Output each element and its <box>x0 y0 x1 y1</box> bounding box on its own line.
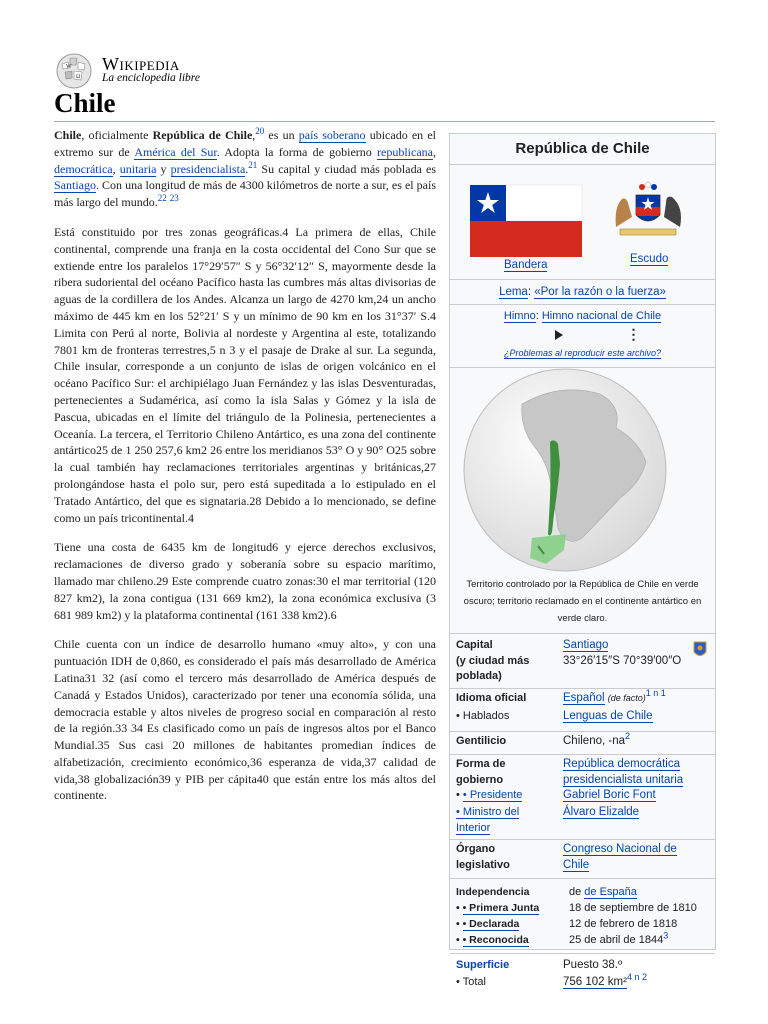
text: y <box>156 161 171 176</box>
link-santiago[interactable]: Santiago <box>54 178 96 193</box>
text: es un <box>264 128 299 142</box>
logo-tagline: La enciclopedia libre <box>102 72 200 84</box>
coat-of-arms-image[interactable] <box>606 177 690 241</box>
audio-help-text[interactable]: ¿Problemas al reproducir este archivo? <box>503 348 662 358</box>
motto-link[interactable]: Lema <box>499 286 528 298</box>
independence-value: de de España <box>569 886 637 898</box>
text: , <box>252 128 256 142</box>
article-paragraph-development: Chile cuenta con un índice de desarrollo humano «muy alto», y con una puntuación IDH de 0,860, es considerado el país más desarrollado de América Latina31 32 (así como el tercero más desarrollado de América después de Canadá y Estados Unidos), caracterizado por tener una economía sólida, una democracia estable y altos niveles de progreso social en comparación al resto de la región.33 34 Es clasificado como un país de ingresos altos por el Banco Mundial.35 Sus casi 20 millones de habitantes promedian índices de alfabetización, crecimiento económico,36 esperanza de vida,37 calidad de vida,38 globalización39 y PIB per cápita40 que están entre los más altos del continente. <box>54 637 436 803</box>
legislature-row <box>450 840 715 879</box>
link-unitaria[interactable]: unitaria <box>119 161 157 176</box>
play-icon[interactable] <box>555 330 563 340</box>
page-title: Chile <box>54 88 116 118</box>
article-paragraph-intro <box>54 127 436 211</box>
independence-row <box>450 879 715 954</box>
text: . Adopta la forma de gobierno <box>216 144 378 159</box>
area-total-value <box>563 972 647 991</box>
infobox-symbols <box>450 165 715 280</box>
article-paragraph-geography: Está constituido por tres zonas geográficas.4 La primera de ellas, Chile continental, comprende una franja en la costa occidental del Cono Sur que se extiende entre los paralelos 17°29′57″ S y 56°32′12″ S, mayormente desde la ribera sudoriental del océano Pacífico hasta las cumbres más altas divisorias de aguas de la cordillera de los Andes. Alcanza un largo de 4270 km,24 un ancho máximo de 445 km en los 52°21′ S y un mínimo de 90 km en los 31°37′ S.4 Limita con Perú al norte, Bolivia al nordeste y Argentina al este, totalizando 7801 km de fronteras terrestres,5 n 3 y el pasaje de Drake al sur. La segunda, Chile insular, corresponde a un conjunto de islas de origen volcánico en el océano Pacífico Sur: el archipiélago Juan Fernández y las islas Desventuradas, pertenecientes a Sudamérica, así como la isla Salas y Gómez y la isla de Pascua, ubicadas en el límite del triángulo de la Polinesia, pertenecientes a Oceanía. La tercera, el Territorio Chileno Antártico, es una zona del continente antártico25 de 1 250 257,6 km2 26 entre los meridianos 53° O y 90° O25 sobre la cual también hay reclamaciones territoriales argentinas y británicas,27 prolongándose hasta el polo sur, pero está supeditada a lo estipulado en el Tratado Antártico, del que es signataria.28 Debido a lo mencionado, se define como un país tricontinental.4 <box>54 224 436 525</box>
minister-link-2[interactable]: Interior <box>456 821 491 834</box>
motto-row <box>450 280 715 305</box>
audio-help-link[interactable] <box>450 348 715 358</box>
government-row <box>450 755 715 840</box>
location-map[interactable] <box>450 368 715 576</box>
anthem-row <box>450 305 715 368</box>
legislature-label <box>456 842 510 873</box>
reference-link[interactable]: 21 <box>248 159 258 170</box>
minister-label <box>456 805 519 836</box>
official-name: República de Chile <box>152 128 253 142</box>
language-value <box>563 688 666 707</box>
recognized-date <box>569 930 669 949</box>
government-label-2[interactable]: gobierno <box>456 773 504 786</box>
link-america-del-sur[interactable]: América del Sur <box>134 144 217 159</box>
title-divider <box>54 121 715 122</box>
motto-separator: : <box>527 286 535 298</box>
minister-link-1[interactable]: • Ministro del <box>456 806 520 818</box>
government-link-2[interactable]: presidencialista unitaria <box>563 773 684 786</box>
president-value <box>563 788 656 804</box>
government-label <box>456 757 506 788</box>
infobox <box>449 133 716 988</box>
capital-row <box>450 634 715 689</box>
reference-link[interactable]: 20 <box>255 126 265 136</box>
area-row <box>450 954 715 998</box>
area-rank: Puesto 38.º <box>563 959 623 971</box>
reference-link[interactable]: 3 <box>663 930 669 941</box>
capital-link[interactable]: Santiago <box>563 639 609 651</box>
spain-link[interactable]: de España <box>584 886 637 898</box>
area-label <box>456 958 509 974</box>
flag-of-chile-image[interactable] <box>470 185 582 257</box>
text: , <box>432 144 436 159</box>
language-note: (de facto) <box>607 693 646 703</box>
svg-text:Ω: Ω <box>76 74 81 80</box>
independence-label: Independencia <box>456 886 530 898</box>
recognized-label: • • Reconocida <box>456 934 529 946</box>
languages-link[interactable]: Lenguas de Chile <box>563 710 653 722</box>
demonym-text: Chileno, -na <box>563 735 626 747</box>
anthem-separator: : <box>535 310 542 322</box>
flag-caption[interactable] <box>504 259 547 271</box>
capital-coordinates[interactable]: 33°26′15″S 70°39′00″O <box>563 654 682 667</box>
audio-player <box>523 326 643 348</box>
anthem-link[interactable]: Himno nacional de Chile <box>541 310 662 322</box>
text: ubicado en el extremo sur de <box>54 128 436 159</box>
area-link[interactable]: Superficie <box>456 959 510 971</box>
president-name-link[interactable]: Gabriel Boric Font <box>563 789 656 801</box>
declared-link[interactable]: • Declarada <box>462 918 520 930</box>
capital-label: Capital (y ciudad más poblada) <box>456 639 530 682</box>
link-republicana[interactable]: republicana <box>377 144 433 159</box>
text: . Con una longitud de más de 4300 kilómetros de norte a sur, es el país más largo del mundo. <box>54 178 436 210</box>
recognized-date-text: 25 de abril de 1844 <box>569 934 664 946</box>
coat-link[interactable]: Escudo <box>630 253 669 265</box>
coat-caption[interactable] <box>630 253 668 265</box>
link-democratica[interactable]: democrática <box>54 161 113 176</box>
flag-link[interactable]: Bandera <box>504 259 548 271</box>
article-paragraph-coast: Tiene una costa de 6435 km de longitud6 y ejerce derechos exclusivos, reclamaciones de diverso grado y soberanía sobre su espacio marítimo, llamado mar chileno.29 Este comprende cuatro zonas:30 el mar territorial (120 827 km2), la zona contigua (131 669 km2), la zona económica exclusiva (3 681 989 km2) y la plataforma continental (161 338 km2).6 <box>54 540 436 622</box>
article-body <box>54 127 436 817</box>
congress-link-1[interactable]: Congreso Nacional de <box>563 843 677 855</box>
reference-link[interactable]: 4 n 2 <box>626 972 647 983</box>
legislature-value <box>563 842 677 873</box>
language-label: Idioma oficial <box>456 692 527 704</box>
declared-label: • • Declarada <box>456 918 520 930</box>
reference-link[interactable]: 2 <box>625 731 631 742</box>
text: , oficialmente <box>81 128 153 142</box>
anthem-label-link[interactable]: Himno <box>503 310 536 322</box>
reference-link[interactable]: 22 <box>157 193 167 204</box>
santiago-coat-icon[interactable] <box>692 640 708 660</box>
recognized-link[interactable]: • Reconocida <box>462 934 529 946</box>
anthem-title <box>450 305 715 322</box>
text: , <box>112 161 120 176</box>
infobox-title: República de Chile <box>450 134 715 165</box>
link-pais-soberano[interactable]: país soberano <box>298 128 366 142</box>
text: Su capital y ciudad más poblada es <box>257 161 437 176</box>
map-caption: Territorio controlado por la República de Chile en verde oscuro; territorio reclamado en el continente antártico en verde claro. <box>450 576 715 634</box>
demonym-row <box>450 732 715 755</box>
first-junta-label: • • Primera Junta <box>456 902 540 914</box>
president-link[interactable]: • Presidente <box>462 789 523 801</box>
congress-link-2[interactable]: Chile <box>563 858 590 871</box>
government-label-1[interactable]: Forma de <box>456 758 506 770</box>
spoken-value <box>563 709 653 725</box>
link-presidencialista[interactable]: presidencialista <box>170 161 246 176</box>
spoken-label: • Hablados <box>456 710 510 722</box>
first-junta-link[interactable]: • Primera Junta <box>462 902 540 914</box>
government-link-1[interactable]: República democrática <box>563 758 680 770</box>
demonym-value <box>563 731 631 750</box>
more-options-icon[interactable]: ⋮ <box>626 326 641 342</box>
lead-term: Chile <box>54 128 82 142</box>
declared-date: 12 de febrero de 1818 <box>569 918 678 930</box>
demonym-label: Gentilicio <box>456 735 507 747</box>
spanish-link[interactable]: Español <box>563 692 605 704</box>
capital-value <box>563 638 681 669</box>
motto-value[interactable]: «Por la razón o la fuerza» <box>534 286 666 298</box>
minister-name-link[interactable]: Álvaro Elizalde <box>563 806 640 818</box>
language-row <box>450 689 715 732</box>
reference-link[interactable]: 1 n 1 <box>645 688 666 699</box>
area-total-label: • Total <box>456 976 486 988</box>
first-junta-date: 18 de septiembre de 1810 <box>569 902 697 914</box>
wikipedia-globe-icon <box>54 52 94 90</box>
legislature-label-1: Órgano <box>456 843 496 855</box>
government-value <box>563 757 683 788</box>
orthographic-map-image[interactable] <box>450 368 715 576</box>
wikipedia-logo[interactable] <box>54 52 214 90</box>
logo-wordmark: Wikipedia <box>102 54 180 74</box>
text: . <box>245 161 249 176</box>
minister-value <box>563 805 639 821</box>
svg-text:W: W <box>66 64 72 70</box>
legislature-label-2: legislativo <box>456 858 510 871</box>
area-total-link[interactable]: 756 102 km² <box>563 976 627 988</box>
president-label: • • Presidente <box>456 789 523 801</box>
reference-link[interactable]: 23 <box>169 193 179 204</box>
